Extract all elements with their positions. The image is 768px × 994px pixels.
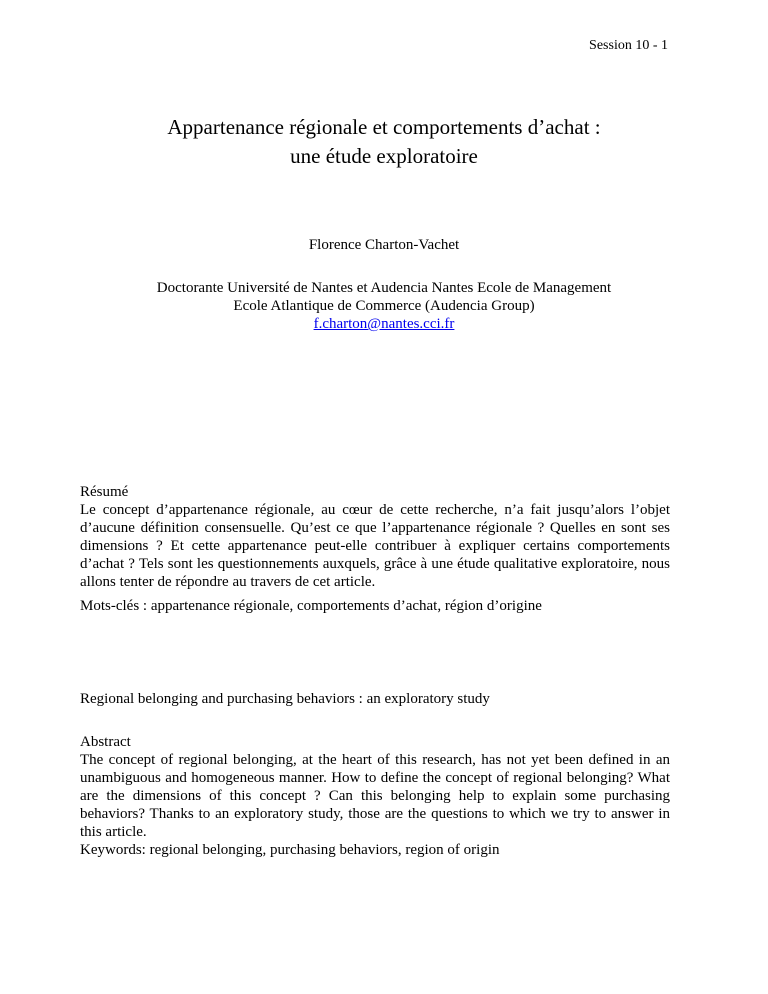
affiliation-line-2: Ecole Atlantique de Commerce (Audencia Group) xyxy=(233,298,535,314)
author-name: Florence Charton-Vachet xyxy=(308,237,460,253)
resume-text: Le concept d’appartenance régionale, au cœur de cette recherche, n’a fait jusqu’alors l’objet d’aucune définition consensuelle. Qu’est ce que l’appartenance régionale ? Quelles en sont ses dimensions ? Et cette appartenance peut-elle contribuer à expliquer certains comportements d’achat ? Tels sont les questionnements auxquels, grâce à une étude qualitative exploratoire, nous allons tenter de répondre au travers de cet article. xyxy=(80,502,670,590)
abstract-text: The concept of regional belonging, at the heart of this research, has not yet been defined in an unambiguous and homogeneous manner. How to define the concept of regional belonging? What are the dimensions of this concept ? Can this belonging help to explain some purchasing behaviors? Thanks to an exploratory study, those are the questions to which we try to answer in this article. xyxy=(80,752,670,840)
author-email-link[interactable]: f.charton@nantes.cci.fr xyxy=(313,316,455,332)
session-label: Session 10 - 1 xyxy=(589,38,668,53)
author-affiliation xyxy=(0,279,768,333)
abstract-heading: Abstract xyxy=(80,734,131,750)
title-line-2: une étude exploratoire xyxy=(290,144,478,168)
resume-heading: Résumé xyxy=(80,484,129,500)
affiliation-line-1: Doctorante Université de Nantes et Audencia Nantes Ecole de Management xyxy=(156,280,612,296)
title-line-1: Appartenance régionale et comportements d’achat : xyxy=(167,115,601,139)
english-title: Regional belonging and purchasing behaviors : an exploratory study xyxy=(80,691,490,707)
abstract-section xyxy=(80,733,670,859)
keywords-line: Keywords: regional belonging, purchasing behaviors, region of origin xyxy=(80,842,500,858)
paper-title xyxy=(0,113,768,171)
mots-cles: Mots-clés : appartenance régionale, comportements d’achat, région d’origine xyxy=(80,598,542,614)
resume-section xyxy=(80,483,670,591)
